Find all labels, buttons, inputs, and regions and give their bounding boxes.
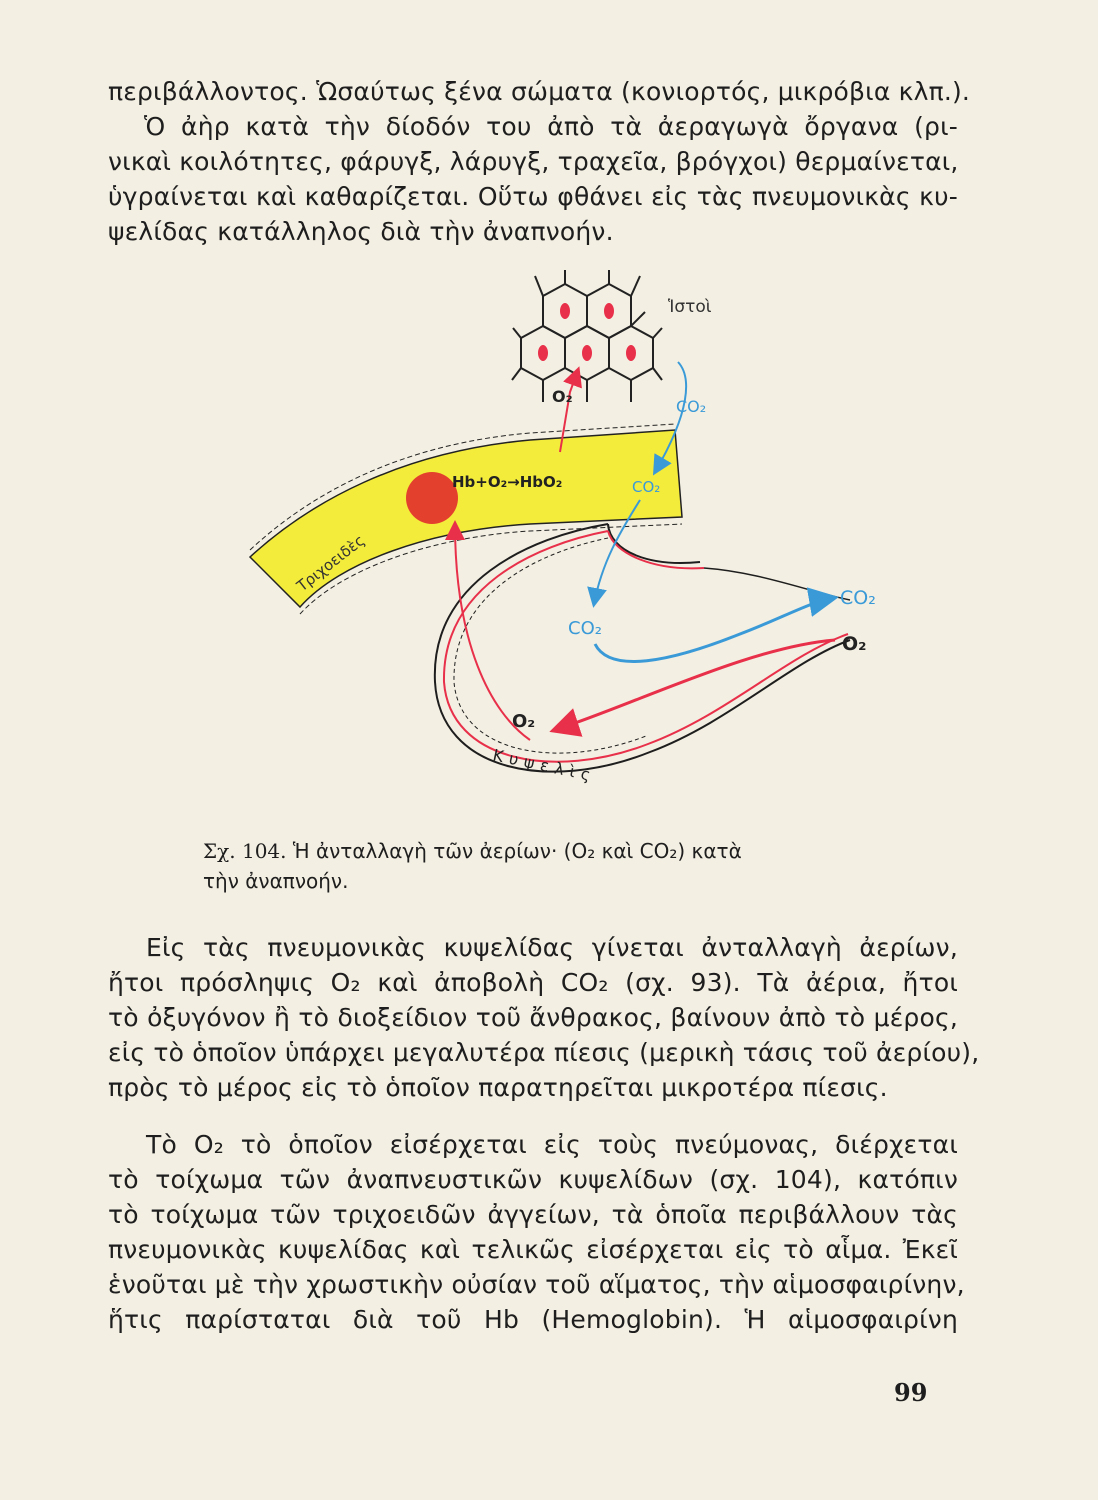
paragraph-top — [108, 74, 971, 249]
page-number: 99 — [894, 1378, 928, 1407]
o2-inhaled-arrow — [555, 640, 835, 730]
text-line: Εἰς τὰς πνευμονικὰς κυψελίδας γίνεται ἀνταλλαγὴ ἀερίων, — [146, 933, 958, 962]
tissue-cells — [512, 270, 662, 402]
caption-number: Σχ. 104. — [203, 839, 287, 863]
o2-to-capillary-arrow — [455, 524, 530, 740]
text-line: πνευμονικὰς κυψελίδας καὶ τελικῶς εἰσέρχεται εἰς τὸ αἷμα. Ἐκεῖ — [108, 1235, 958, 1264]
text-line: τὸ ὀξυγόνον ἢ τὸ διοξείδιον τοῦ ἄνθρακος, βαίνουν ἀπὸ τὸ μέρος, — [108, 1003, 958, 1032]
text-line: περιβάλλοντος. Ὡσαύτως ξένα σώματα (κονιορτός, μικρόβια κλπ.). — [108, 77, 971, 106]
text-line: νικαὶ κοιλότητες, φάρυγξ, λάρυγξ, τραχεῖα, βρόγχοι) θερμαίνεται, — [108, 147, 959, 176]
paragraph-bottom — [108, 1127, 965, 1337]
text-line: τὸ τοίχωμα τῶν τριχοειδῶν ἀγγείων, τὰ ὁποῖα περιβάλλουν τὰς — [108, 1200, 958, 1229]
text-line: Τὸ O₂ τὸ ὁποῖον εἰσέρχεται εἰς τοὺς πνεύμονας, διέρχεται — [146, 1130, 958, 1159]
o2-in-label: O₂ — [842, 633, 867, 655]
text-line: Ὁ ἀὴρ κατὰ τὴν δίοδόν του ἀπὸ τὰ ἀεραγωγὰ ὄργανα (ρι- — [144, 112, 958, 141]
capillary-label: Τριχοειδὲς — [293, 531, 369, 596]
caption-text-line1: Ἡ ἀνταλλαγὴ τῶν ἀερίων· (O₂ καὶ CO₂) κατὰ — [292, 839, 742, 863]
co2-capillary-label: CO₂ — [632, 478, 661, 496]
text-line: εἰς τὸ ὁποῖον ὑπάρχει μεγαλυτέρα πίεσις (μερικὴ τάσις τοῦ ἀερίου), — [108, 1038, 980, 1067]
o2-alveolus-label: O₂ — [512, 711, 536, 732]
tissues-label: Ἱστοὶ — [668, 297, 712, 317]
text-line: ἤτοι πρόσληψις O₂ καὶ ἀποβολὴ CO₂ (σχ. 93). Τὰ ἀέρια, ἤτοι — [108, 968, 958, 997]
text-line: ἑνοῦται μὲ τὴν χρωστικὴν οὐσίαν τοῦ αἵματος, τὴν αἱμοσφαιρίνην, — [108, 1270, 965, 1299]
gas-exchange-diagram — [230, 262, 890, 802]
text-line: ψελίδας κατάλληλος διὰ τὴν ἀναπνοήν. — [108, 217, 614, 246]
hemoglobin-reaction-label: Hb+O₂→HbO₂ — [452, 473, 563, 491]
co2-alveolus-label: CO₂ — [568, 618, 602, 639]
text-line: ἥτις παρίσταται διὰ τοῦ Hb (Hemoglobin). Ἡ αἱμοσφαιρίνη — [108, 1305, 958, 1334]
co2-exhaled-arrow — [595, 598, 833, 662]
caption-text-line2: τὴν ἀναπνοήν. — [203, 869, 349, 893]
gas-exchange-figure — [230, 262, 890, 802]
red-blood-cell — [406, 472, 458, 524]
text-line: πρὸς τὸ μέρος εἰς τὸ ὁποῖον παρατηρεῖται μικροτέρα πίεσις. — [108, 1073, 888, 1102]
figure-caption — [203, 836, 923, 896]
co2-tissue-label: CO₂ — [676, 397, 707, 416]
text-line: τὸ τοίχωμα τῶν ἀναπνευστικῶν κυψελίδων (σχ. 104), κατόπιν — [108, 1165, 958, 1194]
paragraph-middle — [108, 930, 980, 1105]
alveolus-label: Κυψελὶς — [491, 745, 599, 786]
co2-out-label: CO₂ — [840, 587, 876, 609]
o2-tissue-label: O₂ — [552, 387, 573, 406]
text-line: ὑγραίνεται καὶ καθαρίζεται. Οὕτω φθάνει εἰς τὰς πνευμονικὰς κυ- — [108, 182, 958, 211]
